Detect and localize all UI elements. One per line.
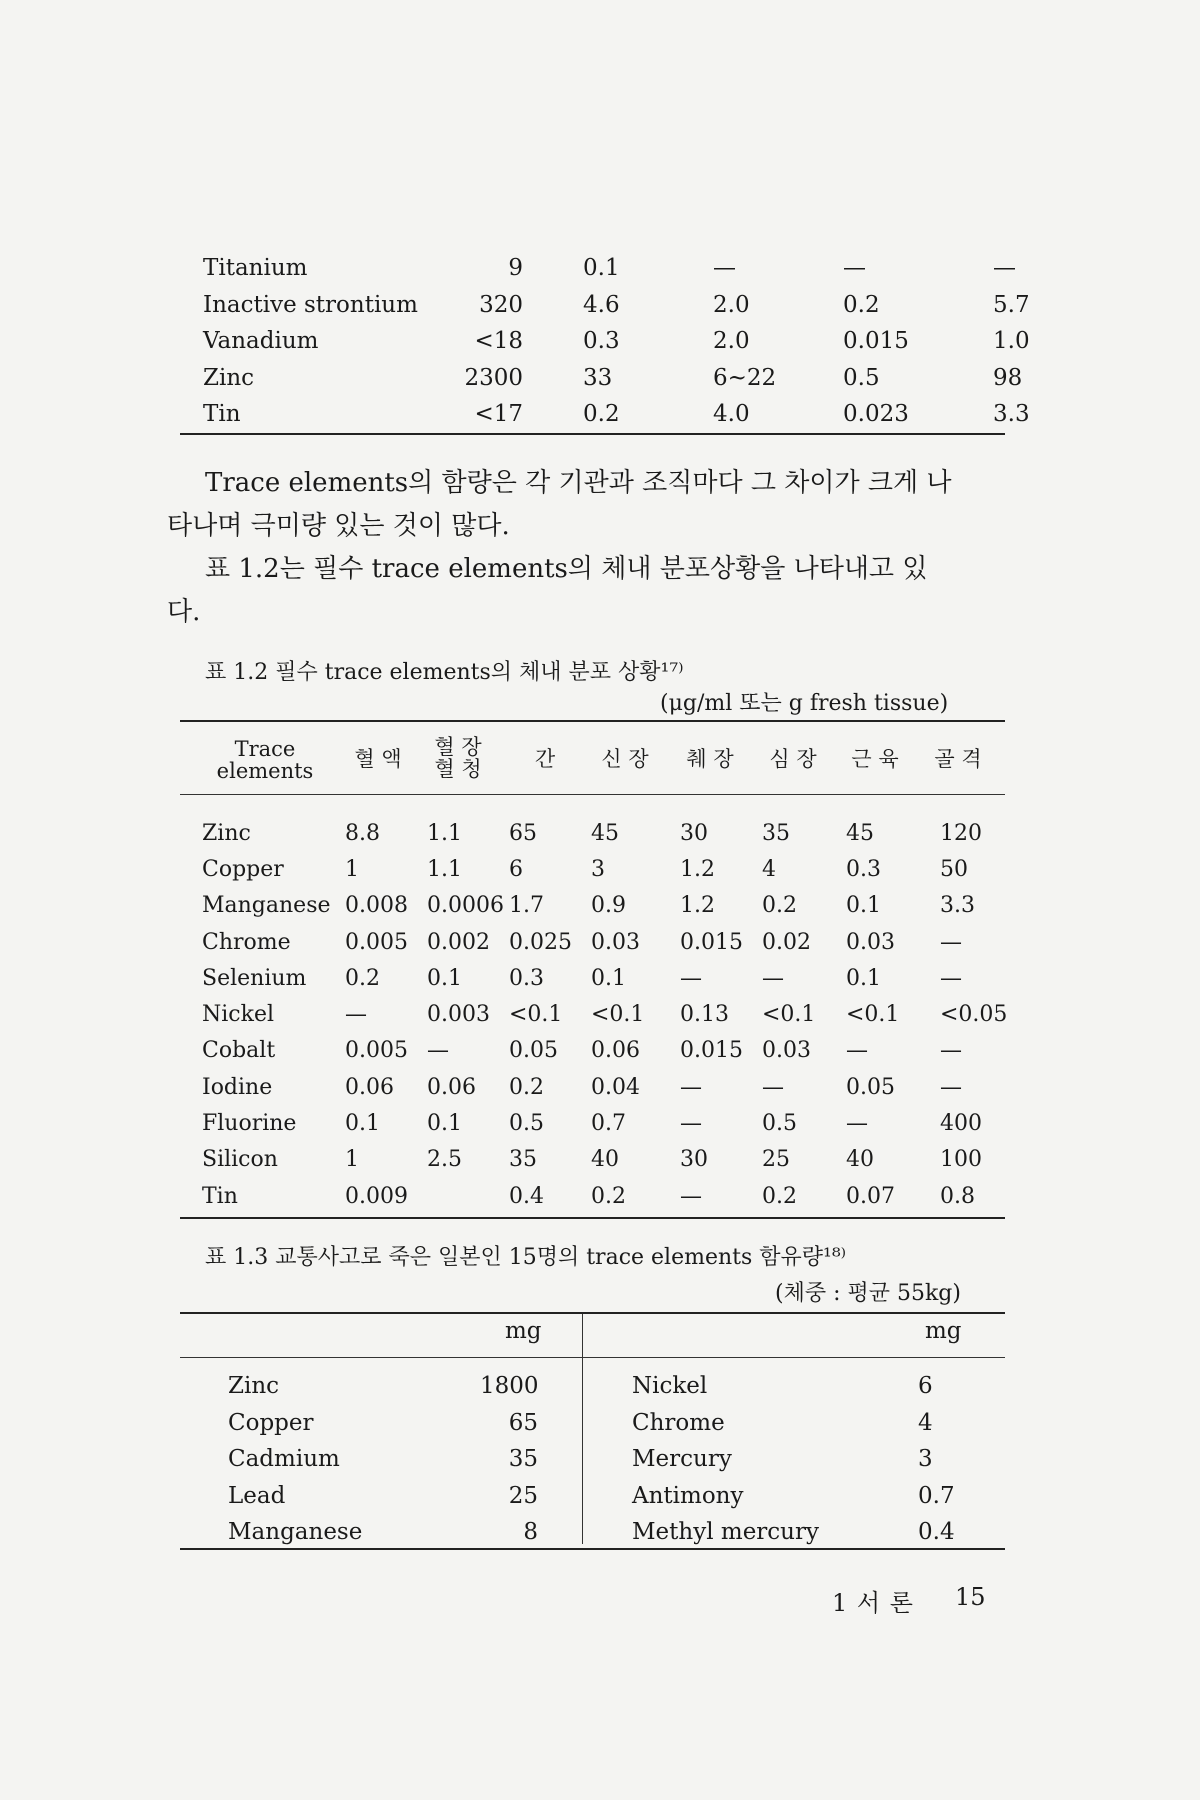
header-pancreas: 췌 장 [686,747,734,771]
cell-value: <0.1 [846,1002,900,1028]
chapter-label: 1 서 론 [832,1589,914,1617]
cell-value: — [680,1111,702,1137]
element-name: Lead [228,1482,286,1509]
right-names [632,1368,819,1551]
table-row [202,815,1020,851]
cell-value: — [843,255,866,282]
cell-value: 3.3 [940,893,975,919]
table-row [202,888,1020,924]
header-liver: 간 [534,747,556,771]
cell-value: 0.04 [591,1074,640,1100]
cell-value: 0.015 [680,929,743,955]
cell-value: 0.005 [345,929,408,955]
cell-value: — [713,255,736,282]
header-bone: 골 격 [934,747,982,771]
cell-value: 320 [479,291,523,318]
cell-value: 0.8 [940,1183,975,1209]
cell-value: 0.06 [591,1038,640,1064]
cell-value: 3 [591,856,605,882]
cell-value: 40 [591,1147,619,1173]
cell-value: 0.3 [846,856,881,882]
cell-value: 1.1 [427,820,462,846]
cell-value: 0.13 [680,1002,729,1028]
header-muscle: 근 육 [851,747,899,771]
cell-value: 0.2 [591,1183,626,1209]
header-plasma [418,736,498,780]
cell-value: — [846,1038,868,1064]
cell-value: 45 [846,820,874,846]
table-row [203,250,1093,287]
cell-value: — [762,1074,784,1100]
header-text: 혈 청 [434,757,482,781]
table-bottom-rule [180,433,1005,435]
element-name: Chrome [632,1409,725,1436]
header-text: 혈 장 [434,735,482,759]
cell-value: — [680,965,702,991]
table-trace-distribution [202,815,1020,1214]
cell-value: 6 [509,856,523,882]
cell-value: 400 [940,1111,982,1137]
cell-value: 2.5 [427,1147,462,1173]
cell-value: — [993,255,1016,282]
cell-value: — [762,965,784,991]
table-row [203,396,1093,433]
header-kidney: 신 장 [601,747,649,771]
cell-value: 0.5 [843,364,880,391]
paragraph-line: 타나며 극미량 있는 것이 많다. [167,511,510,541]
cell-value: <0.05 [940,1002,1008,1028]
cell-value: 4.0 [713,401,750,428]
table-bottom-rule [180,1217,1005,1219]
element-name: Cadmium [228,1446,340,1472]
cell-value: — [940,1038,962,1064]
cell-value: 0.005 [345,1038,408,1064]
cell-value: <0.1 [591,1002,645,1028]
element-name: Fluorine [202,1111,297,1137]
element-name: Manganese [228,1519,363,1545]
table-unit: (체중 : 평균 55kg) [775,1281,961,1306]
header-text: Trace [234,737,296,761]
cell-value: 0.2 [762,1183,797,1209]
cell-value: 35 [508,1446,538,1472]
element-name: Cobalt [202,1038,276,1064]
cell-value: 0.015 [680,1038,743,1064]
element-name: Tin [203,401,241,428]
element-name: Selenium [202,965,307,991]
cell-value: — [940,929,962,955]
cell-value: 1 [345,1147,359,1173]
cell-value: — [680,1074,702,1100]
cell-value: 1 [345,856,359,882]
element-name: Chrome [202,929,291,955]
cell-value: 0.1 [846,965,881,991]
element-name: Tin [202,1183,238,1209]
cell-value: 1.0 [993,328,1030,355]
cell-value: 0.1 [427,1111,462,1137]
table-row [202,924,1020,960]
cell-value: 8.8 [345,820,380,846]
cell-value: 1.1 [427,856,462,882]
table-row [203,287,1093,324]
cell-value: 0.1 [583,255,620,282]
cell-value: 0.5 [509,1111,544,1137]
cell-value: 0.4 [509,1183,544,1209]
cell-value: 3.3 [993,401,1030,428]
table-row [203,360,1093,397]
cell-value: 0.07 [846,1183,895,1209]
cell-value: 0.3 [509,965,544,991]
cell-value: 1.7 [509,893,544,919]
page-number: 15 [955,1583,986,1611]
header-rule [180,1357,1005,1358]
table-row [202,1178,1020,1214]
cell-value: 0.023 [843,401,909,428]
cell-value: 1.2 [680,893,715,919]
element-name: Copper [228,1409,314,1436]
cell-value: <0.1 [509,1002,563,1028]
cell-value: <18 [474,328,523,355]
cell-value: <17 [474,401,523,428]
element-name: Nickel [202,1002,274,1028]
element-name: Antimony [632,1482,744,1509]
paragraph-line: 다. [167,597,201,627]
unit-header-right: mg [925,1318,962,1344]
cell-value: 4 [918,1409,933,1436]
cell-value: — [345,1002,367,1028]
cell-value: 6~22 [713,364,777,391]
cell-value: 33 [583,364,613,391]
element-name: Silicon [202,1147,278,1173]
cell-value: 0.03 [762,1038,811,1064]
header-text: elements [216,759,314,783]
table-bottom-rule [180,1548,1005,1550]
table-row [202,1105,1020,1141]
cell-value: 0.02 [762,929,811,955]
column-divider [582,1314,583,1544]
element-name: Manganese [202,893,331,919]
cell-value: 8 [523,1519,538,1545]
table-row [202,851,1020,887]
element-name: Vanadium [203,328,319,355]
right-values [918,1368,955,1551]
cell-value: 45 [591,820,619,846]
cell-value: 0.015 [843,328,909,355]
cell-value: 9 [508,255,523,282]
element-name: Nickel [632,1373,708,1399]
table-row [202,960,1020,996]
cell-value: 0.025 [509,929,572,955]
table-caption: 표 1.2 필수 trace elements의 체내 분포 상황¹⁷⁾ [205,660,684,685]
cell-value: — [427,1038,449,1064]
table-row [202,1069,1020,1105]
cell-value: 40 [846,1147,874,1173]
cell-value: <0.1 [762,1002,816,1028]
cell-value: 4 [762,856,776,882]
element-name: Zinc [202,820,251,846]
cell-value: — [846,1111,868,1137]
cell-value: 0.0006 [427,893,504,919]
cell-value: 98 [993,364,1023,391]
header-blood: 혈 액 [354,747,402,771]
cell-value: 30 [680,820,708,846]
element-name: Zinc [203,364,255,391]
table-row [202,996,1020,1032]
element-name: Methyl mercury [632,1519,819,1545]
cell-value: 0.2 [509,1074,544,1100]
cell-value: 4.6 [583,291,620,318]
cell-value: 0.9 [591,893,626,919]
left-names [228,1368,362,1551]
cell-value: 0.03 [591,929,640,955]
cell-value: 0.05 [509,1038,558,1064]
cell-value: 0.5 [762,1111,797,1137]
element-name: Copper [202,856,284,882]
table-row [202,1142,1020,1178]
cell-value: 0.2 [762,893,797,919]
cell-value: 50 [940,856,968,882]
header-trace-elements [205,738,325,782]
cell-value: 2.0 [713,328,750,355]
element-name: Titanium [203,255,308,282]
table-continuation [203,250,1093,433]
table-top-rule [180,720,1005,722]
unit-header-left: mg [505,1318,542,1344]
cell-value: 0.06 [345,1074,394,1100]
cell-value: — [940,965,962,991]
cell-value: 0.2 [843,291,880,318]
cell-value: 6 [918,1373,933,1399]
cell-value: 0.1 [427,965,462,991]
cell-value [427,1178,509,1214]
cell-value: 0.008 [345,893,408,919]
table-caption: 표 1.3 교통사고로 죽은 일본인 15명의 trace elements 함유량¹⁸⁾ [205,1245,847,1270]
header-rule [180,794,1005,795]
cell-value: 120 [940,820,982,846]
cell-value: — [940,1074,962,1100]
left-values [480,1368,538,1551]
cell-value: 0.05 [846,1074,895,1100]
cell-value: 0.009 [345,1183,408,1209]
cell-value: 0.3 [583,328,620,355]
table-unit: (μg/ml 또는 g fresh tissue) [660,691,949,716]
cell-value: 0.4 [918,1519,955,1545]
cell-value: 25 [762,1147,790,1173]
cell-value: 0.2 [345,965,380,991]
cell-value: 0.1 [846,893,881,919]
element-name: Inactive strontium [203,291,418,318]
table-top-rule [180,1312,1005,1314]
element-name: Zinc [228,1373,280,1399]
element-name: Iodine [202,1074,273,1100]
table-row [202,1033,1020,1069]
cell-value: 0.1 [591,965,626,991]
cell-value: 25 [508,1482,538,1509]
cell-value: 0.002 [427,929,490,955]
cell-value: 1.2 [680,856,715,882]
cell-value: 65 [509,820,537,846]
cell-value: 0.06 [427,1074,476,1100]
cell-value: 0.1 [345,1111,380,1137]
cell-value: 0.2 [583,401,620,428]
cell-value: 2300 [464,364,523,391]
cell-value: 100 [940,1147,982,1173]
cell-value: 65 [508,1409,538,1436]
cell-value: 0.7 [918,1482,955,1509]
cell-value: 30 [680,1147,708,1173]
header-heart: 심 장 [769,747,817,771]
cell-value: 2.0 [713,291,750,318]
cell-value: 0.7 [591,1111,626,1137]
cell-value: 0.03 [846,929,895,955]
cell-value: 1800 [480,1373,539,1399]
element-name: Mercury [632,1446,732,1472]
paragraph-line: 표 1.2는 필수 trace elements의 체내 분포상황을 나타내고 있 [205,554,928,584]
cell-value: 5.7 [993,291,1030,318]
cell-value: 0.003 [427,1002,490,1028]
cell-value: — [680,1183,702,1209]
cell-value: 35 [762,820,790,846]
table-row [203,323,1093,360]
cell-value: 3 [918,1446,933,1472]
cell-value: 35 [509,1147,537,1173]
paragraph-line: Trace elements의 함량은 각 기관과 조직마다 그 차이가 크게 나 [205,468,952,498]
